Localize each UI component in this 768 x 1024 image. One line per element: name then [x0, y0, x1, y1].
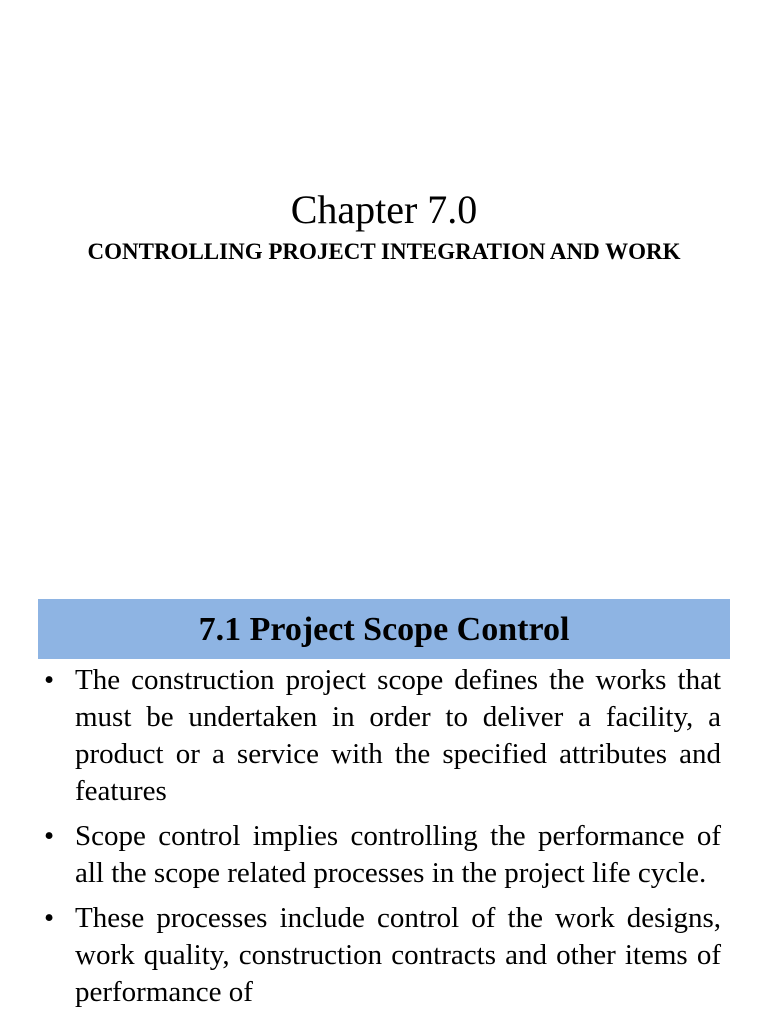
content-slide	[0, 599, 768, 1024]
bullet-glyph: •	[44, 902, 55, 934]
bullet-glyph: •	[44, 664, 55, 696]
bullet-text: Scope control implies controlling the performance of all the scope related processes in the project life cycle.	[75, 820, 721, 889]
chapter-title: Chapter 7.0	[290, 187, 478, 232]
bullet-item	[38, 900, 721, 1011]
section-header	[38, 599, 730, 659]
chapter-subtitle: CONTROLLING PROJECT INTEGRATION AND WORK	[87, 239, 681, 264]
bullet-item	[38, 662, 721, 810]
section-title: 7.1 Project Scope Control	[198, 611, 570, 648]
bullet-glyph: •	[44, 820, 55, 852]
bullet-list	[38, 662, 721, 1019]
bullet-text: These processes include control of the work designs, work quality, construction contracts and other items of performance of	[75, 902, 721, 1008]
bullet-text: The construction project scope defines the works that must be undertaken in order to deliver a facility, a product or a service with the specified attributes and features	[75, 664, 721, 807]
bullet-item	[38, 818, 721, 892]
